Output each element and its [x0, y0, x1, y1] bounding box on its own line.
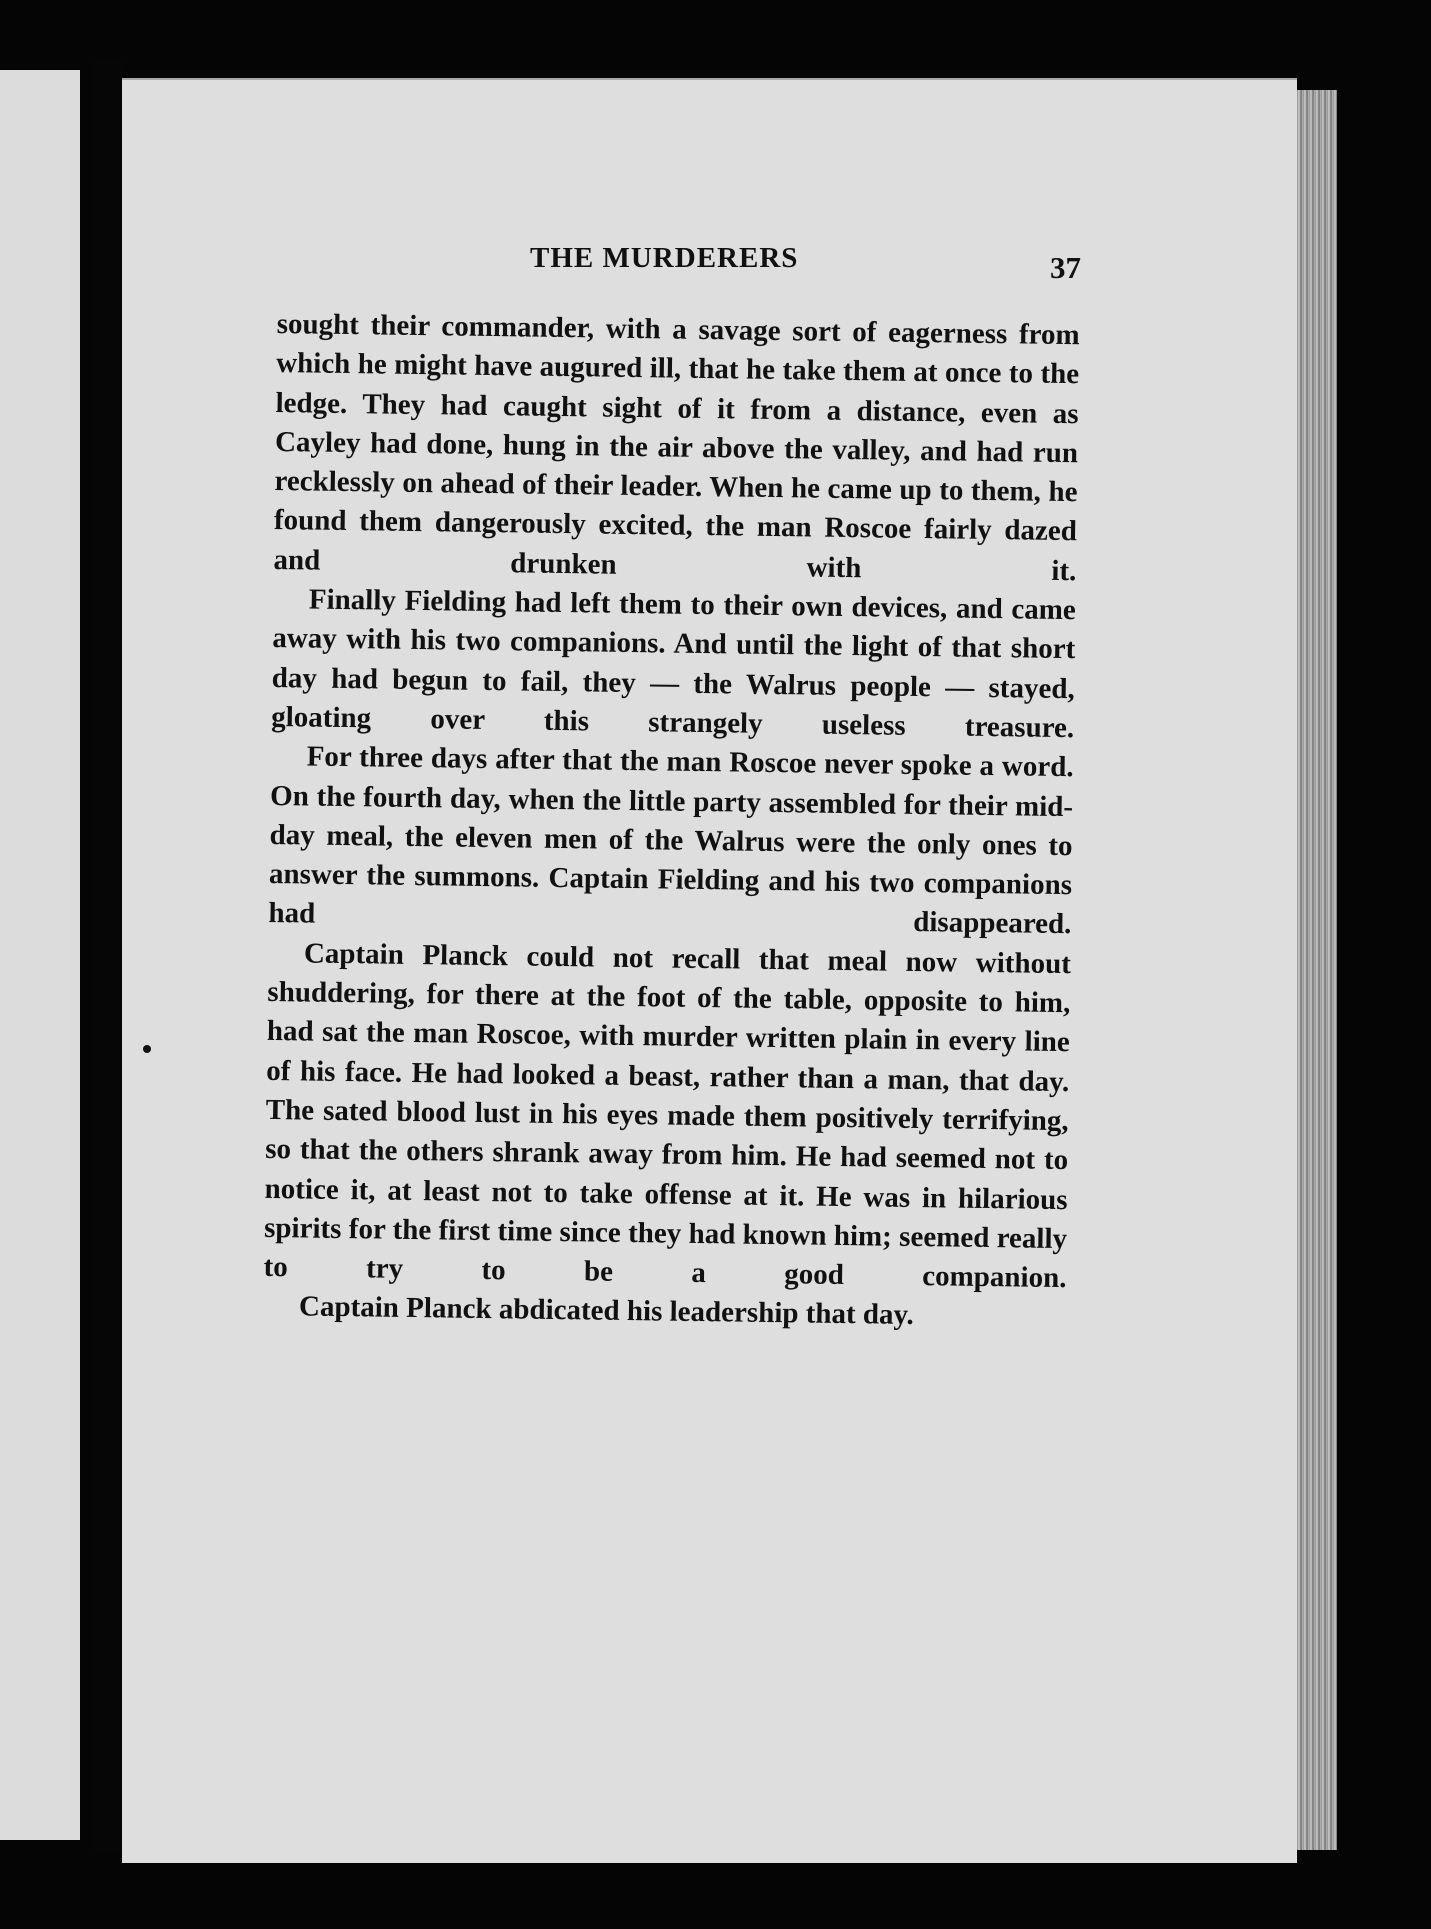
bullet-mark-icon [143, 1045, 151, 1053]
book-spine [92, 60, 122, 1850]
running-head: THE MURDERERS [530, 242, 799, 274]
paragraph: Captain Planck abdicated his leadership that day. [298, 1290, 914, 1332]
facing-page-edge [0, 70, 80, 1840]
paragraph: sought their commander, with a savage sort of eagerness from which he might have augured ill, that he take them at once to the ledge. They had caught sight of it from a distance, even as Cayley had done, hung in the air above the valley, and had run recklessly on ahead of their leader. When he came up to them, he found them dangerously excited, the man Roscoe fairly dazed and drunken with it. [273, 307, 1080, 587]
page-stack-edge [1297, 90, 1337, 1850]
paragraph: For three days after that the man Roscoe never spoke a word. On the fourth day, when the little party assembled for their mid-day meal, the eleven men of the Walrus were the only ones to answer the summons. Captain Fielding and his two companions had disappeared. [268, 740, 1074, 941]
paragraph: Finally Fielding had left them to their own devices, and came away with his two companions. And until the light of that short day had begun to fail, they — the Walrus people — stayed, gloating over this strangely useless treasure. [271, 583, 1077, 745]
paragraph: Captain Planck could not recall that meal now without shuddering, for there at the foot of the table, opposite to him, had sat the man Roscoe, with murder written plain in every line of his face. He had looked a beast, rather than a man, that day. The sated blood lust in his eyes made them positively terrifying, so that the others shrank away from him. He had seemed not to notice it, at least not to take offense at it. He was in hilarious spirits for the first time since they had known him; seemed really to try to be a good companion. [263, 937, 1072, 1295]
page-top-line [122, 78, 1297, 80]
page-number: 37 [1050, 250, 1081, 285]
page-text [263, 305, 1080, 1338]
